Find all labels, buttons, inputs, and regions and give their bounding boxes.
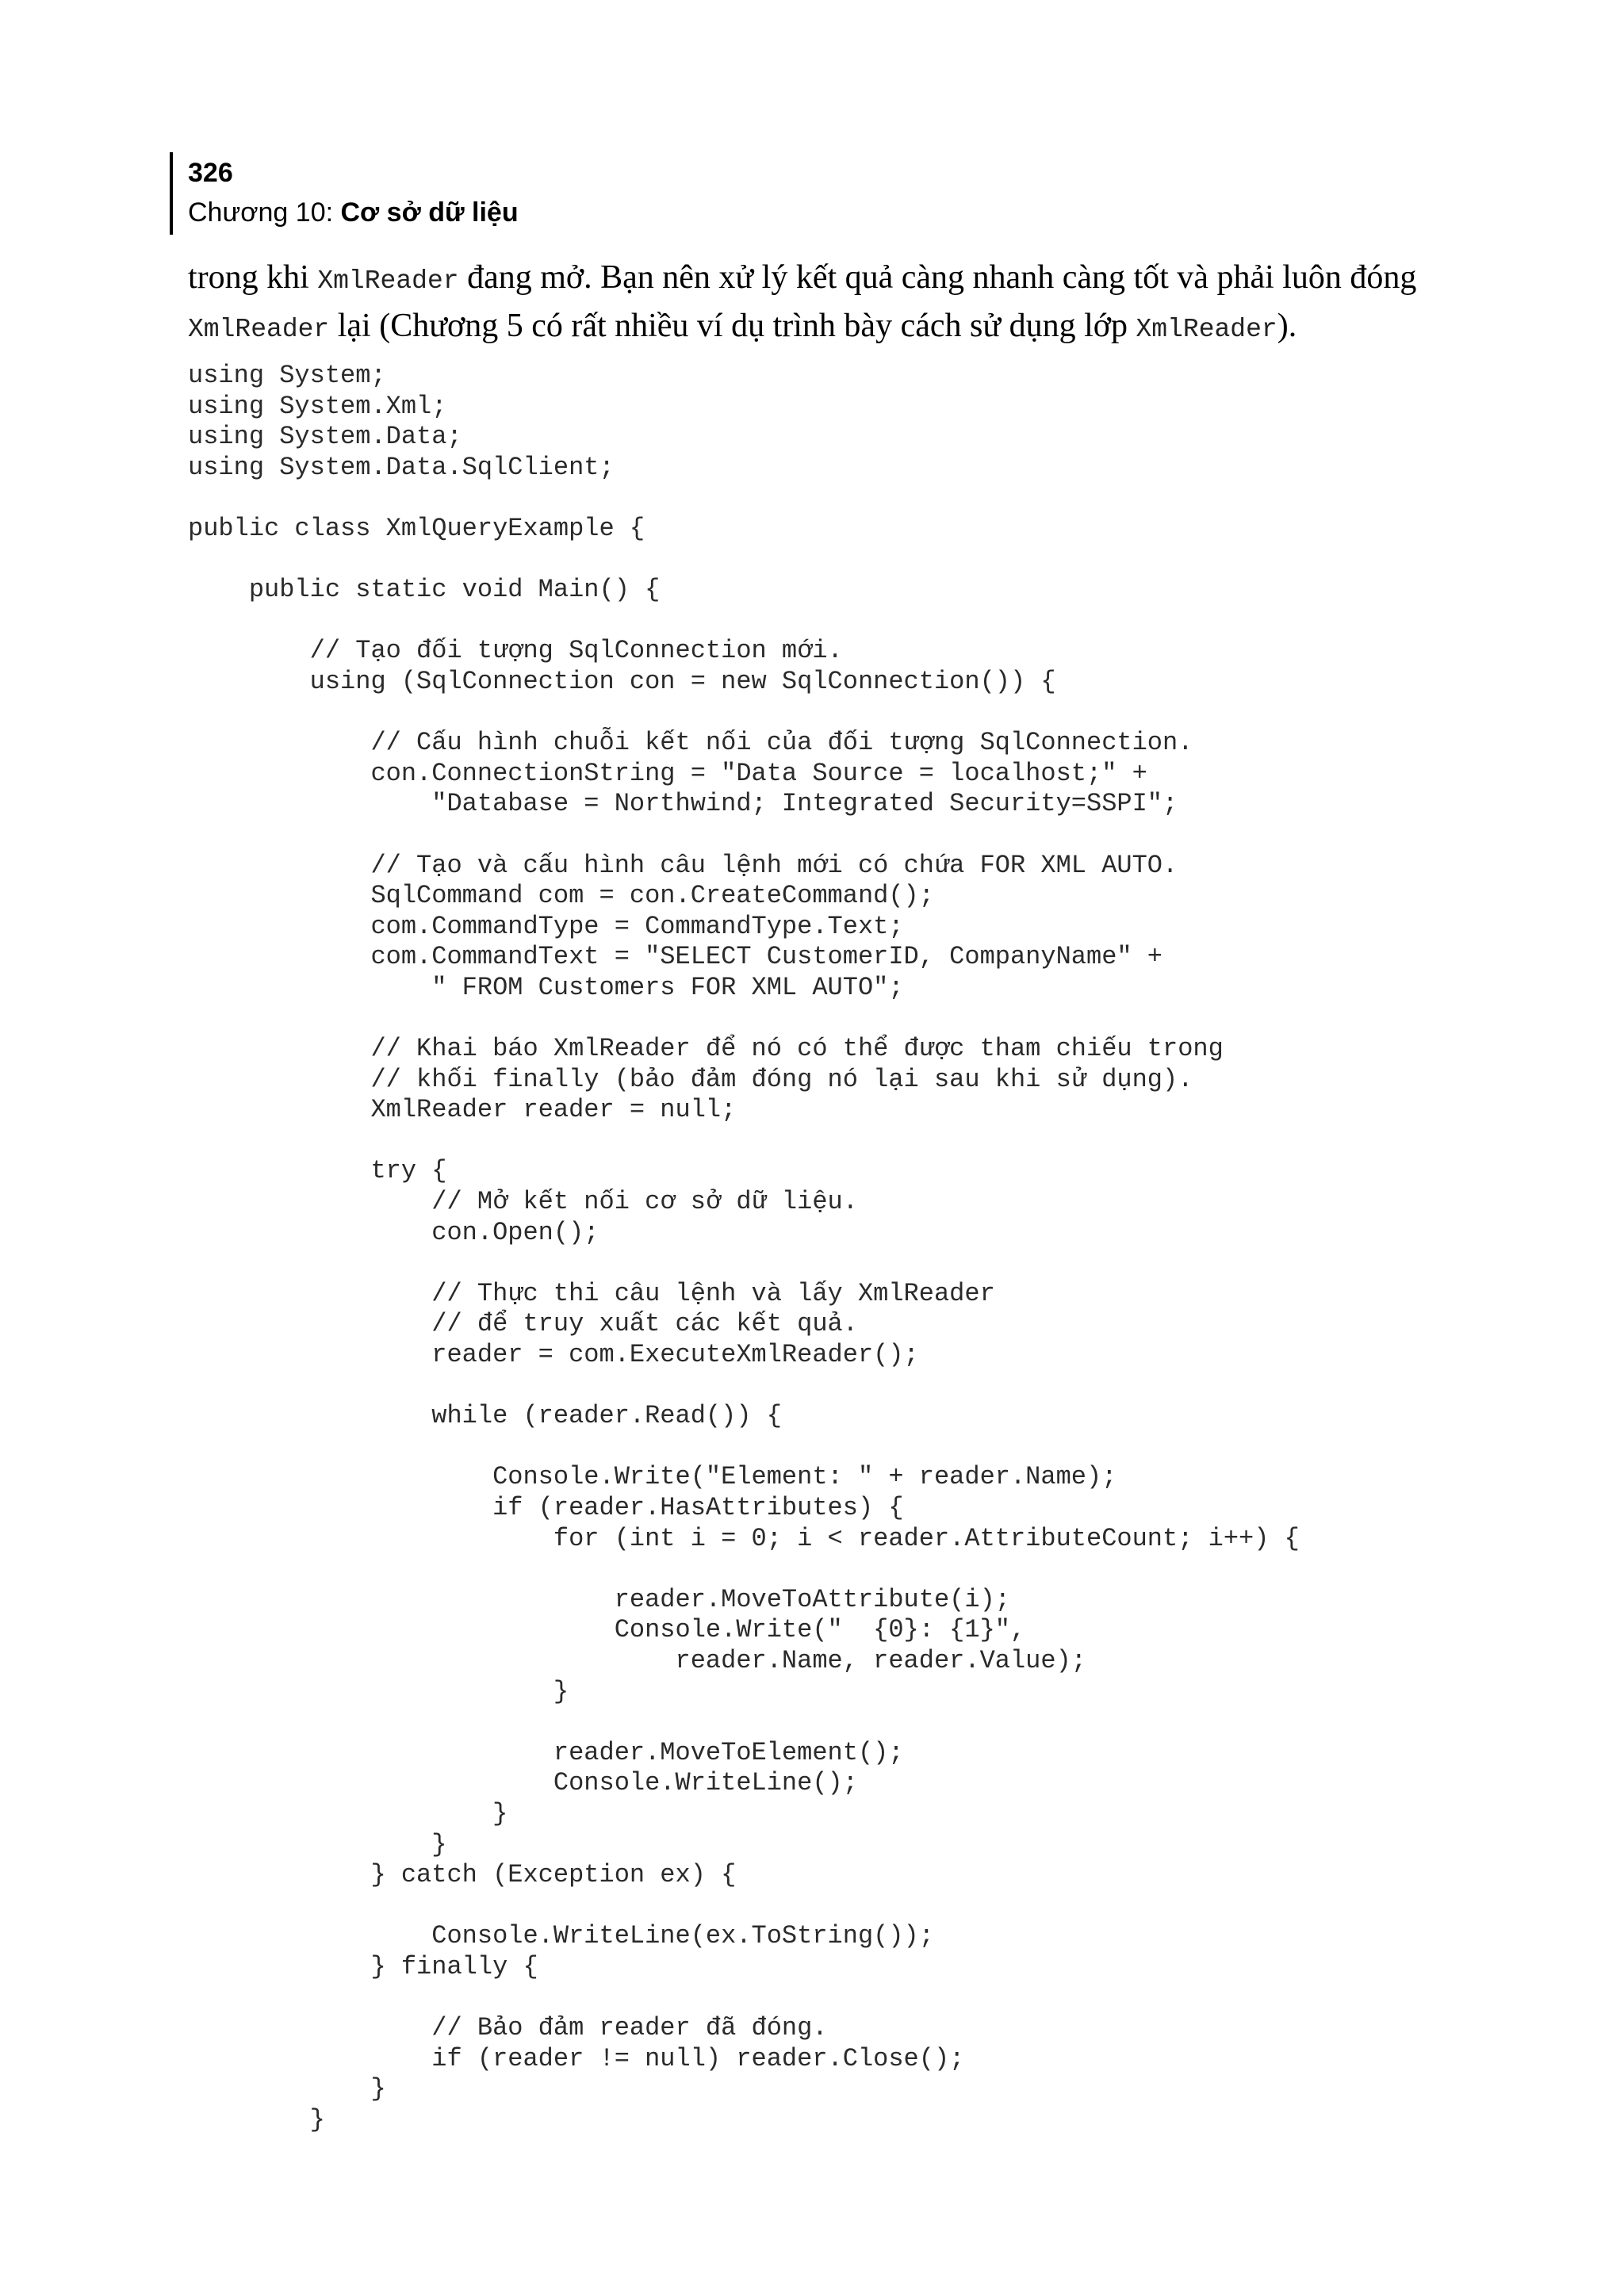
code-line: Console.Write(" {0}: {1}", (188, 1615, 1026, 1645)
code-line: reader = com.ExecuteXmlReader(); (188, 1340, 919, 1369)
code-line: using System.Data.SqlClient; (188, 452, 615, 482)
code-line: com.CommandType = CommandType.Text; (188, 911, 904, 941)
code-line: con.ConnectionString = "Data Source = localhost;" + (188, 758, 1147, 788)
code-line: using System.Data; (188, 422, 462, 452)
code-line: } (188, 1798, 508, 1828)
code-line: } (188, 2074, 386, 2104)
page-number: 326 (188, 158, 233, 188)
code-line: SqlCommand com = con.CreateCommand(); (188, 881, 934, 911)
code-line: // Cấu hình chuỗi kết nối của đối tượng SqlConnection. (188, 728, 1193, 758)
code-line: Console.Write("Element: " + reader.Name); (188, 1462, 1117, 1492)
code-line: using (SqlConnection con = new SqlConnection()) { (188, 666, 1056, 696)
code-line: // Khai báo XmlReader để nó có thể được tham chiếu trong (188, 1034, 1224, 1064)
code-line: // Bảo đảm reader đã đóng. (188, 2013, 828, 2043)
code-line: try { (188, 1156, 447, 1186)
code-line: // để truy xuất các kết quả. (188, 1309, 858, 1339)
code-line: } catch (Exception ex) { (188, 1860, 737, 1890)
code-line: reader.MoveToElement(); (188, 1737, 904, 1767)
code-line: using System; (188, 361, 386, 390)
inline-code: XmlReader (188, 315, 330, 344)
paragraph-line-2 (188, 304, 1473, 352)
code-line: // khối finally (bảo đảm đóng nó lại sau khi sử dụng). (188, 1064, 1193, 1094)
code-line: Console.WriteLine(ex.ToString()); (188, 1921, 934, 1951)
inline-code: XmlReader (1136, 315, 1277, 344)
code-line: com.CommandText = "SELECT CustomerID, CompanyName" + (188, 942, 1162, 972)
inline-code: XmlReader (317, 266, 459, 296)
code-line: public static void Main() { (188, 575, 661, 605)
code-line: // Thực thi câu lệnh và lấy XmlReader (188, 1278, 995, 1308)
code-line: " FROM Customers FOR XML AUTO"; (188, 972, 904, 1002)
code-line: // Tạo đối tượng SqlConnection mới. (188, 636, 843, 666)
paragraph-line-1 (188, 255, 1473, 304)
paragraph-text: ). (1277, 308, 1297, 344)
code-line: XmlReader reader = null; (188, 1095, 737, 1125)
code-line: reader.Name, reader.Value); (188, 1645, 1086, 1675)
code-line: reader.MoveToAttribute(i); (188, 1584, 1010, 1614)
code-listing (188, 361, 1300, 2135)
code-line: // Tạo và cấu hình câu lệnh mới có chứa FOR XML AUTO. (188, 850, 1178, 880)
code-line: } (188, 1829, 447, 1859)
body-paragraph (188, 255, 1473, 352)
code-line: using System.Xml; (188, 391, 447, 421)
code-line: // Mở kết nối cơ sở dữ liệu. (188, 1187, 858, 1217)
code-line: if (reader != null) reader.Close(); (188, 2043, 965, 2073)
code-line: } (188, 1676, 569, 1706)
chapter-label: Chương 10: (188, 197, 341, 228)
paragraph-text: trong khi (188, 259, 318, 296)
code-line: } (188, 2104, 325, 2134)
code-line: if (reader.HasAttributes) { (188, 1492, 904, 1522)
chapter-title (188, 195, 519, 230)
code-line: Console.WriteLine(); (188, 1768, 858, 1798)
code-line: con.Open(); (188, 1217, 599, 1247)
code-line: while (reader.Read()) { (188, 1401, 782, 1431)
code-line: } finally { (188, 1951, 538, 1981)
code-line: for (int i = 0; i < reader.AttributeCount; i++) { (188, 1523, 1300, 1553)
chapter-name: Cơ sở dữ liệu (340, 197, 519, 228)
paragraph-text: đang mở. Bạn nên xử lý kết quả càng nhanh càng tốt và phải luôn đóng (458, 259, 1417, 296)
paragraph-text: lại (Chương 5 có rất nhiều ví dụ trình bày cách sử dụng lớp (329, 308, 1136, 344)
code-line: public class XmlQueryExample { (188, 513, 645, 543)
code-line: "Database = Northwind; Integrated Security=SSPI"; (188, 789, 1178, 819)
header-rule (170, 152, 173, 235)
